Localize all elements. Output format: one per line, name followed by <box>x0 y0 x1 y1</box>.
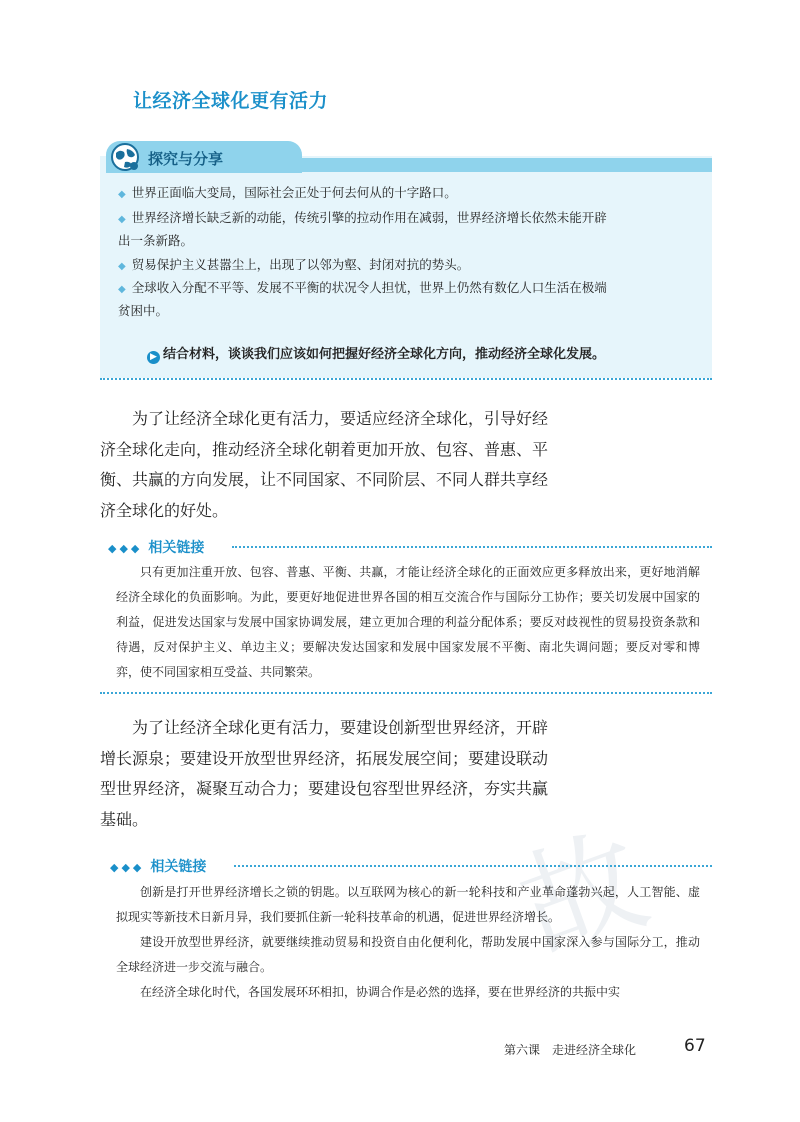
section-title: 让经济全球化更有活力 <box>133 90 329 112</box>
diamond-icon: ◆ <box>118 214 126 225</box>
diamond-icon: ◆ <box>118 261 126 272</box>
explore-bullet-continued: 贫困中。 <box>118 303 169 318</box>
diamonds-icon: ◆◆◆ <box>110 861 145 874</box>
related-link-text: 创新是打开世界经济增长之锁的钥匙。以互联网为核心的新一轮科技和产业革命蓬勃兴起，人工智能、虚拟现实等新技术日新月异，我们要抓住新一轮科技革命的机遇，促进世界经济增长。 建设开放型世界经济，就要继续推动贸易和投资自由化便利化，帮助发展中国家深入参与国际分工，推动全球经济进一步交流与融合。 在经济全球化时代，各国发展环环相扣，协调合作是必然的选择，要在世界经济的共振中实 <box>116 885 700 999</box>
explore-bullet-continued: 出一条新路。 <box>118 233 194 248</box>
divider <box>100 692 712 694</box>
watermark: 故 <box>503 810 664 982</box>
related-link-heading: ◆◆◆ 相关链接 <box>108 540 205 556</box>
diamond-icon: ◆ <box>118 284 126 295</box>
explore-bullet: ◆ 贸易保护主义甚嚣尘上，出现了以邻为壑、封闭对抗的势头。 <box>118 257 470 272</box>
link-heading-dots <box>232 546 712 548</box>
explore-bullet: ◆ 世界正面临大变局，国际社会正处于何去何从的十字路口。 <box>118 185 457 200</box>
diamond-icon: ◆ <box>118 189 126 200</box>
explore-bullet: ◆ 全球收入分配不平等、发展不平衡的状况令人担忧，世界上仍然有数亿人口生活在极端 <box>118 280 607 295</box>
page-number: 67 <box>684 1036 706 1056</box>
diamonds-icon: ◆◆◆ <box>108 542 143 555</box>
arrow-right-icon: ▶ <box>147 351 160 364</box>
body-paragraph: 为了让经济全球化更有活力，要适应经济全球化，引导好经济全球化走向，推动经济全球化朝着更加开放、包容、普惠、平衡、共赢的方向发展，让不同国家、不同阶层、不同人群共享经济全球化的好处。 <box>100 409 549 520</box>
explore-label: 探究与分享 <box>148 150 224 168</box>
explore-bullet: ◆ 世界经济增长缺乏新的动能，传统引擎的拉动作用在减弱，世界经济增长依然未能开辟 <box>118 210 607 225</box>
related-link-heading: ◆◆◆ 相关链接 <box>110 859 207 875</box>
link-heading-dots <box>234 865 712 867</box>
explore-question: ▶ 结合材料，谈谈我们应该如何把握好经济全球化方向，推动经济全球化发展。 <box>147 343 605 364</box>
divider <box>100 378 712 380</box>
explore-globe-icon <box>108 140 142 174</box>
footer-lesson-title: 第六课 走进经济全球化 <box>504 1043 637 1057</box>
related-link-text: 只有更加注重开放、包容、普惠、平衡、共赢，才能让经济全球化的正面效应更多释放出来，更好地消解经济全球化的负面影响。为此，要更好地促进世界各国的相互交流合作与国际分工协作；要关切发展中国家的利益，促进发达国家与发展中国家协调发展，建立更加合理的利益分配体系；要反对歧视性的贸易投资条款和待遇，反对保护主义、单边主义；要解决发达国家和发展中国家发展不平衡、南北失调问题；要反对零和博弈，使不同国家相互受益、共同繁荣。 <box>116 565 700 679</box>
body-paragraph: 为了让经济全球化更有活力，要建设创新型世界经济，开辟增长源泉；要建设开放型世界经济，拓展发展空间；要建设联动型世界经济，凝聚互动合力；要建设包容型世界经济，夯实共赢基础。 <box>100 718 549 829</box>
